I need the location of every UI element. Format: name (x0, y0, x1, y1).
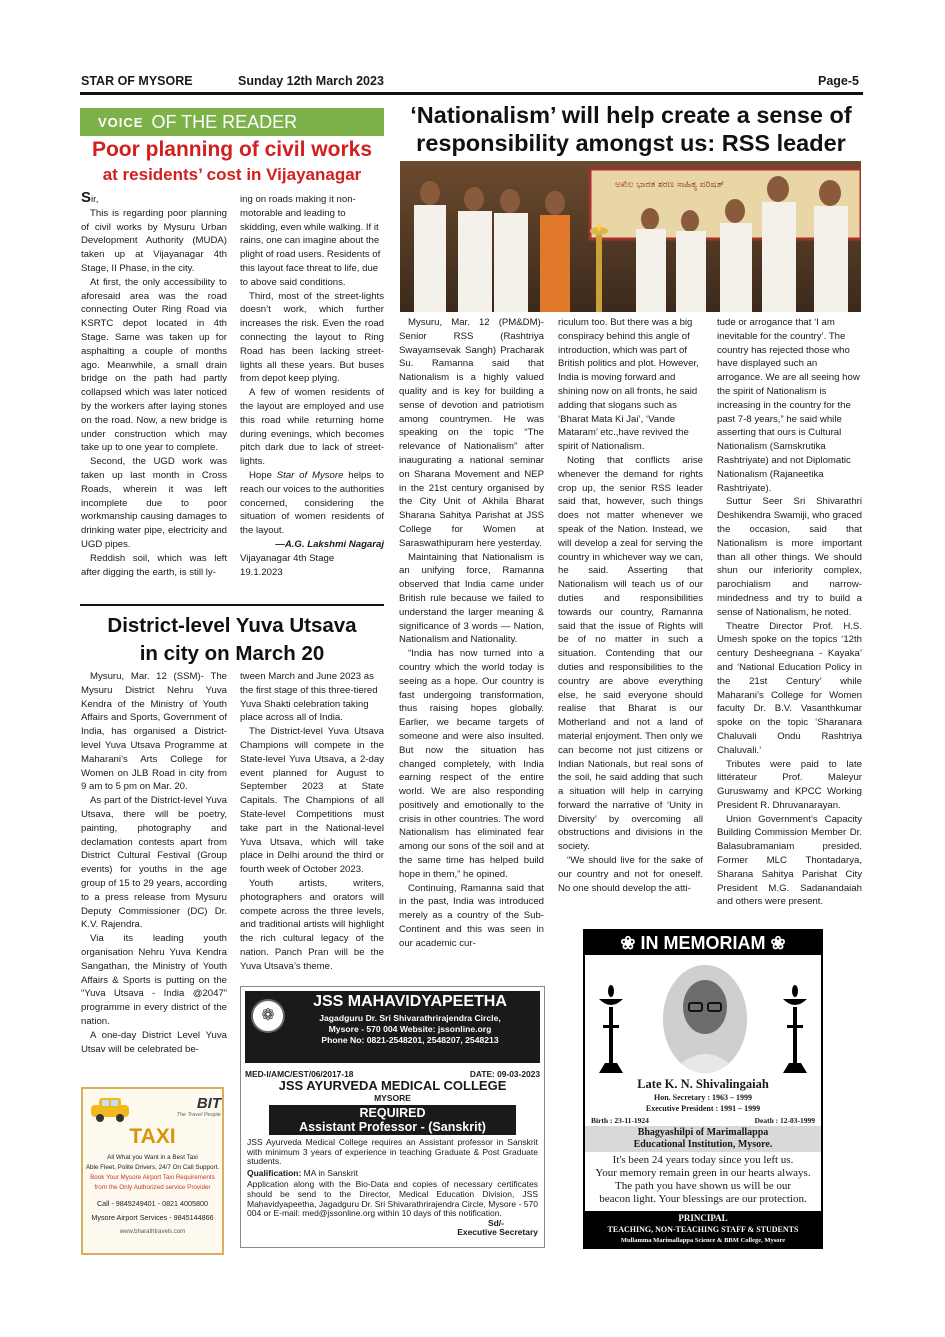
taxi-car-icon (87, 1093, 133, 1125)
memoriam-msg: The path you have shown us will be our (615, 1180, 791, 1192)
jss-college: JSS AYURVEDA MEDICAL COLLEGE (278, 1078, 507, 1093)
event-photo (400, 161, 861, 312)
memoriam-principal: PRINCIPAL (678, 1213, 728, 1223)
bit-tagline: The Travel People (176, 1112, 221, 1118)
memoriam-footer (585, 1211, 821, 1247)
voice-column-2 (240, 193, 384, 579)
taxi-line: Book Your Mysore Airport Taxi Requirements (90, 1174, 215, 1181)
taxi-line: All What you Want in a Best Taxi (107, 1154, 198, 1161)
of-the-reader-word: OF THE READER (151, 111, 298, 132)
jss-emblem-icon: ❁ (251, 999, 285, 1033)
lamp-icon-right (779, 985, 811, 1075)
jss-signatory: Executive Secretary (457, 1227, 538, 1238)
rss-para: riculum too. But there was a big conspiracy behind this angle of introduction, which was part of British politics and plot. However, India is moving forward and shining now on all fronts, he said adding that slogans such as ‘Bharat Mata Ki Jai’, ‘Vande Mataram’ etc.,have revived the spirit of Nationalism. (558, 317, 699, 453)
jss-notice-date: DATE: 09-03-2023 (469, 1069, 540, 1079)
bit-logo: BIT (196, 1095, 221, 1112)
section-rule (80, 604, 384, 606)
yuva-para: Mysuru, Mar. 12 (SSM)- The Mysuru District Nehru Yuva Kendra of the Ministry of Youth Affairs and Sports, Government of India, has organised a District-level Yuva Utsava Programme at Maharani’s Arts College for Women on JLB Road in city from 9 am to 5 pm on Mar. 20. (81, 671, 227, 793)
salutation: ir, (91, 194, 99, 205)
voice-headline-1: Poor planning of civil works (91, 138, 373, 161)
voice-word: VOICE (98, 114, 144, 130)
lamp-icon-left (595, 985, 627, 1075)
rss-para: Noting that conflicts arise whenever the demand for rights crop up, the senior RSS leader said that, however, such things does not matter whenever we speak of the Nation. Instead, we will develop a zeal for serving the country in whichever way we can, he said. Asserting that Nationalism will teach us of our duties and responsibilities towards our country, Ramanna said that the issue of Rights will be of no matter in such a situation. Contending that our duties and responsibilities to the country are above everything else, he said everyone should realise that Bharat is our Motherland and not a land of material enjoyment. Then only we can become not just citizens or Indian Nationals, but real sons of the soil, he said adding that such a situation will help in carrying forward the narrative of ‘Unity in Diversity’ by overcoming all obstructions and divisions in the society. (558, 454, 703, 853)
rss-para: “We should live for the sake of our country and not for oneself. No one should develop the atti- (558, 855, 703, 894)
rss-para: “India has now turned into a country which the world today is seeing as a hope. Our country is fast undergoing transformation, thus raising hopes globally. Earlier, we became targets of someone and were also insulted. But now the situation has changed completely, with India earning respect of the entire world. We are also responding positively and emotionally to the crisis in other countries. The word Nationalism has eliminated fear among our sons of the soil and at the same time has helped build hope in them,” he opined. (399, 648, 544, 880)
memoriam-msg: It's been 24 years today since you left us. (612, 1154, 794, 1166)
rss-headline-1: ‘Nationalism’ will help create a sense of (410, 102, 852, 128)
issue-date: Sunday 12th March 2023 (238, 74, 384, 88)
memoriam-msg: beacon light. Your blessings are our protection. (599, 1193, 807, 1205)
yuva-para: Youth artists, writers, photographers and orators will compete across the three levels, and traditional artists will highlight the rich cultural legacy of the nation. Panch Pran will be the Yuva Utsava’s theme. (240, 877, 384, 972)
rss-para: tude or arrogance that ‘I am inevitable for the country’. The country has rejected those who have displayed such an arrogance. We are all seeing how the spirit of Nationalism is increasing in the country for the past 7-8 years,” he said while asserting that ours is Cultural Nationalism (Samskrutika Rashtriyate) and not Diplomatic Nationalism (Rajaneetika Rashtriyate). (717, 317, 860, 494)
taxi-phone: Call - 9845249401 - 0821 4005800 (96, 1199, 209, 1208)
voice-para: Hope Star of Mysore helps to reach our voices to the authorities concerned, considering the situation of women residents of the layout. (240, 469, 384, 537)
memoriam-inst-line1: Bhagyashilpi of Marimallappa (637, 1127, 769, 1138)
memoriam-banner (585, 931, 821, 955)
yuva-para: A one-day District Level Yuva Utsav will be celebrated be- (81, 1029, 227, 1055)
letter-signature: —A.G. Lakshmi Nagaraj (275, 538, 384, 550)
rss-para: Maintaining that Nationalism is an unifying force, Ramanna observed that India came under British rule because we failed to understand the larger meaning & significance of 3 words — Nation, Nationalism and Nationality. (399, 551, 544, 646)
memoriam-birth: Birth : 23-11-1924 (591, 1116, 649, 1125)
voice-headline-2: at residents’ cost in Vijayanagar (102, 165, 362, 184)
jss-phone: Phone No: 0821-2548201, 2548207, 2548213 (321, 1035, 499, 1045)
jss-advertisement[interactable] (240, 986, 545, 1248)
taxi-line: from the Only Authorized service Provider (94, 1184, 211, 1191)
yuva-para: The District-level Yuva Utsava Champions will compete in the State-level Yuva Utsava, a 2-day event planned for August to September 2023 at State Capitals. The Champions of all State-level Competitions must take part in the National-level Yuva Utsava, which will take place in Delhi around the third or fourth week of October 2023. (240, 726, 384, 876)
memoriam-title: IN MEMORIAM (640, 933, 766, 953)
rss-column-2 (558, 316, 703, 895)
yuva-column-2 (240, 670, 384, 974)
jss-qual-value: MA in Sanskrit (301, 1167, 358, 1178)
yuva-headline-1: District-level Yuva Utsava (107, 614, 357, 637)
header-rule (80, 92, 863, 95)
jss-title: JSS MAHAVIDYAPEETHA (313, 993, 507, 1010)
taxi-line: Able Fleet, Polite Drivers, 24/7 On Call Support. (85, 1164, 220, 1171)
rss-column-3 (717, 316, 862, 909)
flower-icon: ❀ (765, 933, 786, 953)
yuva-column-1 (81, 670, 227, 1056)
yuva-headline-2: in city on March 20 (139, 642, 325, 665)
voice-column-1 (81, 191, 227, 579)
jss-city: MYSORE (374, 1093, 411, 1103)
memoriam-msg: Your memory remain green in our hearts always. (595, 1167, 811, 1179)
page-number: Page-5 (818, 74, 859, 88)
jss-sd: Sd/- (487, 1217, 504, 1228)
jss-website[interactable]: Mysore - 570 004 Website: jssonline.org (328, 1024, 492, 1034)
jss-body: JSS Ayurveda Medical College requires an Assistant professor in Sanskrit with minimum 3 years of experience in teaching Graduate & Post Graduate students. (247, 1137, 538, 1167)
memoriam-name: Late K. N. Shivalingaiah (637, 1077, 769, 1091)
memoriam-hon: Hon. Secretary : 1963 – 1999 (653, 1093, 753, 1102)
jss-apply: Application along with the Bio-Data and copies of necessary certificates should be send to the Director, Medical Education Division, JSS Mahavidyapeetha, Jagadguru Dr. Sri Shivarathrirajendra Circle, Mysore - 570 004 or E-mail: med@jssonline.org within 10 days of this notification. (247, 1179, 538, 1219)
rss-para: Union Government’s Capacity Building Commission Member Dr. Balasubramaniam presided. Former MLC Thontadarya, Sharana Sahitya Parishat City President M.G. Sadanandaiah and others were present. (717, 813, 862, 908)
memoriam-exec: Executive President : 1991 – 1999 (645, 1104, 761, 1113)
jss-required-banner (269, 1105, 516, 1135)
paper-name: STAR OF MYSORE (81, 74, 193, 88)
jss-required: REQUIRED (359, 1106, 426, 1120)
rss-para: Continuing, Ramanna said that in the past, India was introduced merely as a country of the Sub-Continent and this was seen in our academic cur- (399, 882, 544, 949)
voice-para: Third, most of the street-lights doesn’t work, which further increases the risk. Even the road connecting the layout to Ring Road has been lacking street-lights all these years. But buses from depot keep plying. (240, 290, 384, 385)
letter-date: 19.1.2023 (240, 566, 283, 578)
taxi-website[interactable]: www.bharathtravels.com (119, 1229, 186, 1235)
voice-para: Second, the UGD work was taken up last month in Cross Roads, wherein it was left incomplete due to poor workmanship causing damages to drinking water pipe, electricity and UGD pipes. (81, 456, 227, 550)
jss-position: Assistant Professor - (Sanskrit) (299, 1120, 486, 1134)
memoriam-inst-line2: Educational Institution, Mysore. (633, 1139, 773, 1150)
voice-of-reader-banner (80, 108, 384, 136)
portrait-photo (663, 965, 747, 1073)
memoriam-advertisement[interactable] (583, 929, 823, 1249)
jss-qual-label: Qualification: (247, 1167, 302, 1178)
jss-ad-header (245, 991, 540, 1063)
rss-column-1 (399, 316, 544, 951)
voice-para: A few of women residents of the layout are employed and use this road while returning home during evenings, which becomes pitch dark due to lack of street-lights. (240, 387, 384, 468)
yuva-para: Via its leading youth organisation Nehru Yuva Kendra Sangathan, the Ministry of Youth Affairs & Sports is putting on the “Yuva Utsava - India @2047” programme in every district of the nation. (81, 933, 227, 1027)
flower-icon: ❀ (620, 933, 641, 953)
taxi-advertisement[interactable] (81, 1087, 224, 1255)
voice-para: At first, the only accessibility to aforesaid area was the road connecting Outer Ring Road via KSRTC depot located in 4th Stage. Same was taken up for asphalting a couple of months ago. Meanwhile, a small drain bridge on the path had partly collapsed which was later noticed by the workers after laying stones on the road. Now, a new bridge is under construction which may take up to one year to complete. (81, 276, 227, 454)
voice-para: This is regarding poor planning of civil works by Mysuru Urban Development Authority (MUDA) taken up at Vijayanagar 4th Stage, II Phase, in the city. (81, 207, 227, 274)
paper-name-italic: Star of Mysore (276, 469, 344, 481)
memoriam-death: Death : 12-03-1999 (754, 1116, 815, 1125)
drop-cap: S (81, 189, 92, 206)
rss-para: Suttur Seer Sri Shivarathri Deshikendra Swamiji, who graced the occasion, said that Nationalism is more important than all other things. We should shun our inferiority complex, parochialism and narrow-mindedness and try to build a sense of Nationalism, he noted. (717, 496, 862, 618)
memoriam-college: Mullamma Marimallappa Science & BBM College, Mysore (620, 1237, 786, 1244)
yuva-para: tween March and June 2023 as the first stage of this three-tiered Yuva Shakti celebration taking place across all of India. (240, 671, 378, 724)
taxi-title: TAXI (129, 1125, 176, 1148)
taxi-airport-phone: Mysore Airport Services - 9845144866 (91, 1213, 214, 1222)
rss-para: Mysuru, Mar. 12 (PM&DM)- Senior RSS (Rashtriya Swayamsevak Sangh) Pracharak Su. Ramanna said that Nationalism is a highly valued quality and is key for building a sense of devotion and patriotism among countrymen. He was speaking on the topic “The relevance of Nationalism” after inaugurating a national seminar on Sharana Movement and NEP in the 21st century organised by the City Unit of Akhila Bharat Sharana Sahitya Parishat at JSS College for Women at Saraswathipuram here yesterday. (399, 317, 544, 549)
yuva-para: As part of the District-level Yuva Utsava, there will be poetry, painting, photography and declamation contests apart from District Cultural Festival (Group events) for youths in the age group of 15 to 29 years, according to a press release from Mysuru Deputy Commissioner (DC) Dr. K.V. Rajendra. (81, 795, 227, 931)
rss-para: Tributes were paid to late littérateur Prof. Maleyur Guruswamy and KPCC Working President R. Dhruvanarayan. (717, 758, 862, 811)
memoriam-staff: TEACHING, NON-TEACHING STAFF & STUDENTS (607, 1225, 799, 1234)
letter-place: Vijayanagar 4th Stage (240, 552, 335, 564)
rss-headline-2: responsibility amongst us: RSS leader (416, 130, 846, 156)
banner-text: ಅಖಿಲ ಭಾರತ ಶರಣ ಸಾಹಿತ್ಯ ಪರಿಷತ್ (615, 180, 725, 190)
voice-para: ing on roads making it non-motorable and leading to skidding, even while walking. If it rains, one can imagine about the plight of road users. Residents of this layout face threat to life, due to above said conditions. (240, 194, 381, 288)
jss-address: Jagadguru Dr. Sri Shivarathrirajendra Circle, (319, 1013, 501, 1023)
jss-ref-number: MED-I/AMC/EST/06/2017-18 (245, 1069, 354, 1079)
rss-para: Theatre Director Prof. H.S. Umesh spoke on the topics ‘12th century Desheegnana - Kayaka’ and ‘National Education Policy in the 21st Century’ while Maharani’s College for Women faculty Dr. B.V. Vasanthkumar spoke on the topic ‘Sharanara Chaluvali Ondu Rashtriya Chaluvali.’ (717, 620, 862, 756)
voice-para: Reddish soil, which was left after digging the earth, is still ly- (81, 552, 227, 578)
